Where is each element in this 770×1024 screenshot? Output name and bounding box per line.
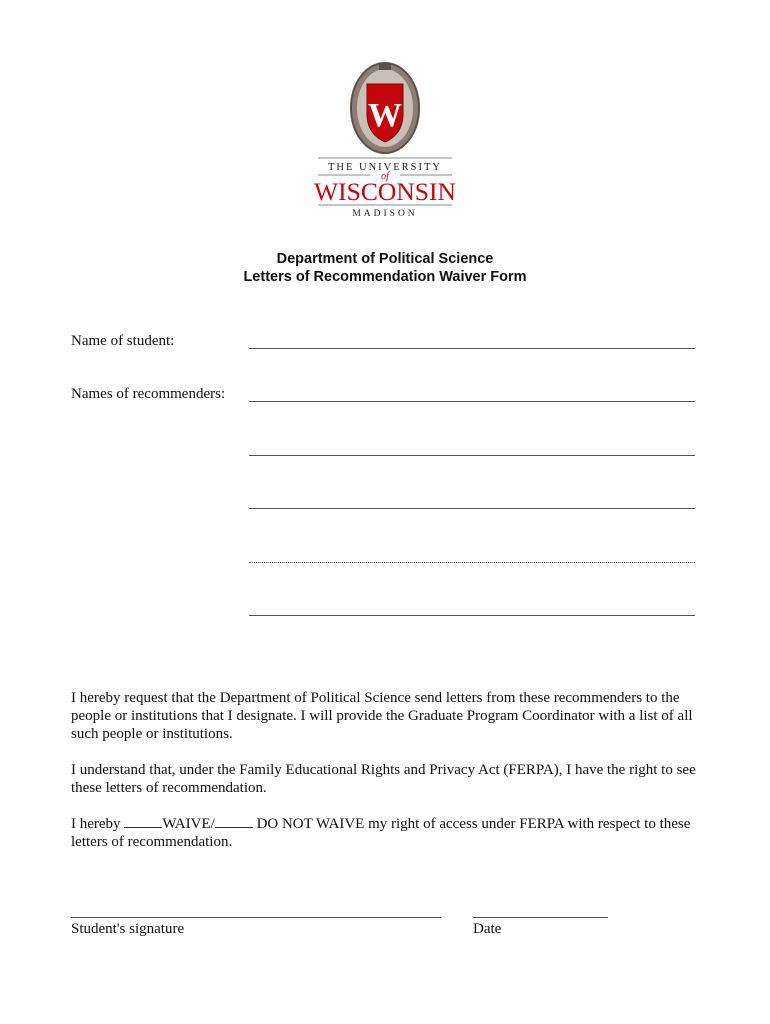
recommender-field-4[interactable] (249, 562, 695, 563)
do-not-waive-blank[interactable] (215, 815, 253, 828)
ferpa-paragraph: I understand that, under the Family Educational Rights and Privacy Act (FERPA), I have the right to see these letters of recommendation. (71, 762, 696, 796)
date-line[interactable] (473, 917, 608, 918)
logo-line-wisconsin: WISCONSIN (314, 179, 456, 206)
student-signature-label: Student's signature (71, 921, 185, 937)
student-name-label: Name of student: (71, 333, 175, 349)
waive-option: WAIVE/ (162, 816, 215, 832)
crest-letter: W (368, 97, 402, 134)
date-label: Date (473, 921, 502, 937)
recommender-field-5[interactable] (249, 615, 695, 616)
waiver-text-start: I hereby (71, 816, 125, 832)
university-logo (300, 62, 470, 222)
request-paragraph: I hereby request that the Department of Political Science send letters from these recommenders to the people or institutions that I designate. I will provide the Graduate Program Coordinator with a list of all such people or institutions. (71, 690, 693, 742)
waiver-paragraph (71, 815, 711, 851)
recommender-field-3[interactable] (249, 508, 695, 509)
waiver-text-end: DO NOT WAIVE my right of access under FERPA with respect to these letters of recommendation. (71, 816, 691, 850)
logo-line-madison: MADISON (352, 209, 418, 219)
waive-blank[interactable] (124, 815, 162, 828)
recommenders-label: Names of recommenders: (71, 386, 226, 402)
crest-icon (351, 63, 419, 153)
logo-line-university: THE UNIVERSITY (327, 162, 443, 173)
form-title: Letters of Recommendation Waiver Form (243, 269, 527, 285)
logo-line-of: of (381, 171, 389, 182)
recommender-field-1[interactable] (249, 401, 695, 402)
student-signature-line[interactable] (71, 917, 441, 918)
student-name-field[interactable] (249, 348, 695, 349)
recommender-field-2[interactable] (249, 455, 695, 456)
department-heading: Department of Political Science (276, 251, 494, 267)
